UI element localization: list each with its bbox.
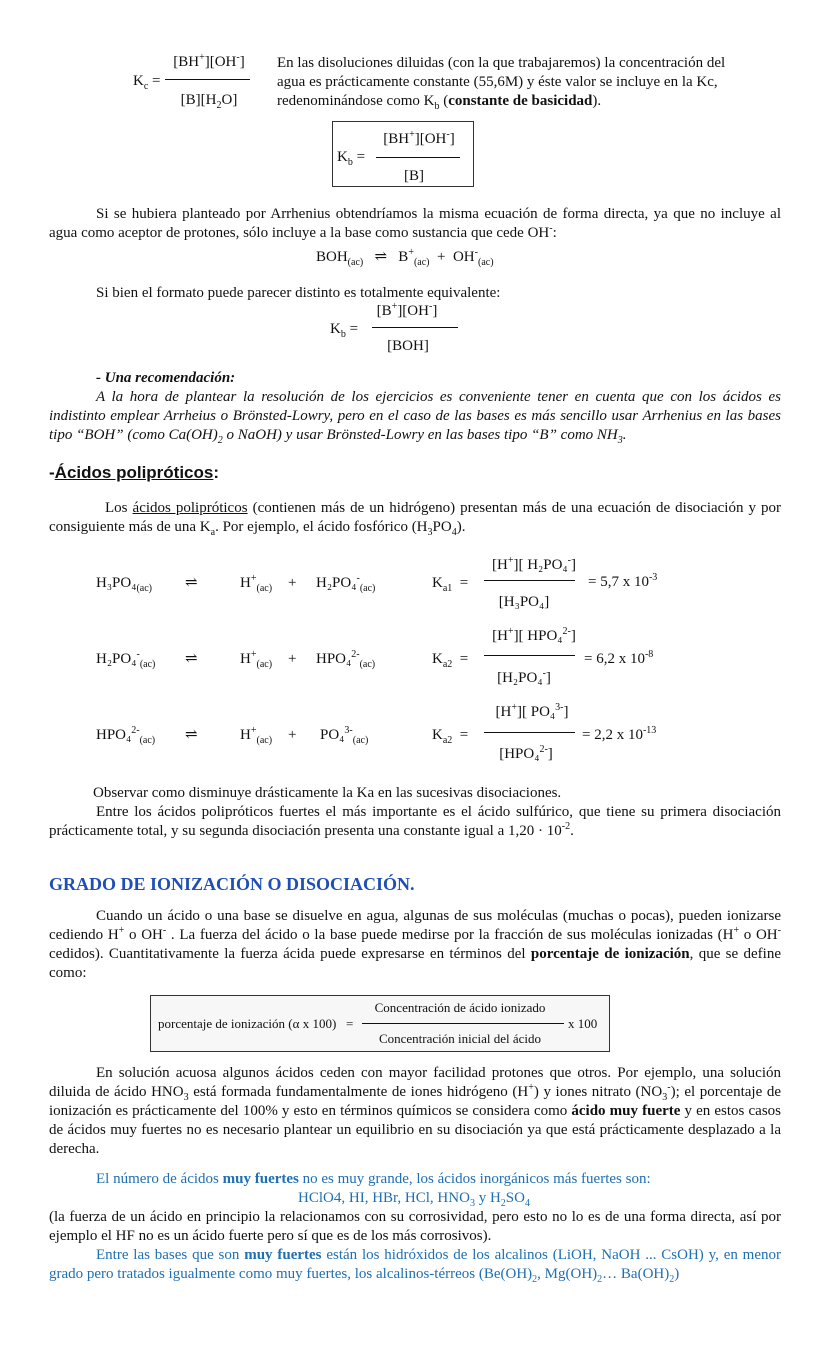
product: $H_2PO_4^-_{(ac)}$ bbox=[316, 573, 376, 594]
kc-label: $K_c$ = bbox=[133, 73, 161, 92]
k-fraction-bar bbox=[484, 580, 575, 581]
k-numerator: [H+][ PO₄$^{3-}$] bbox=[495, 702, 569, 720]
k-denominator: [HPO₄$^{2-}$] bbox=[499, 744, 553, 762]
product: HPO₄$^{2-}_{(ac)}$ bbox=[316, 649, 376, 670]
equilibrium-arrow-icon: ⇌ bbox=[185, 651, 198, 667]
corrosion-note: (la fuerza de un ácido en principio la relacionamos con su corrosividad, pero esto no lo es de una forma directa, así por ejemplo el HF no es un ácido fuerte pero sí que es de los más corrosivos). bbox=[49, 1209, 781, 1244]
kb-boh-numerator: [B+][OH-] bbox=[376, 301, 438, 319]
reactant: $H_2PO_4^-_{(ac)}$ bbox=[96, 649, 156, 670]
kb-numerator: [BH+][OH-] bbox=[383, 129, 455, 147]
reactant: HPO₄$^{2-}_{(ac)}$ bbox=[96, 725, 156, 746]
kb-fraction-bar bbox=[376, 157, 460, 158]
k-fraction-bar bbox=[484, 732, 575, 733]
k-denominator: [H₂PO₄-] bbox=[497, 668, 551, 686]
strong-bases-paragraph: Entre las bases que son muy fuertes están los hidróxidos de los alcalinos (LiOH, NaOH ... CsOH) y, en menor grado pero tratados igualmente como muy fuertes, los alcalinos-térreos ($Be(OH)_2$, $Mg(OH)_2\dots$ $Ba(OH)_2$) bbox=[49, 1247, 781, 1285]
proton: $H^+_{(ac)}$ bbox=[240, 573, 273, 594]
k-value: = 5,7 x $10^{-3}$ bbox=[588, 572, 658, 590]
polyprotic-intro: Los ácidos polipróticos (contienen más de un hidrógeno) presentan más de una ecuación de disociación y por consiguiente más de una $K_a$. Por ejemplo, el ácido fosfórico $(H_3PO_4)$. bbox=[49, 500, 782, 538]
plus-sign: + bbox=[288, 651, 297, 667]
k-value: = 6,2 x $10^{-8}$ bbox=[584, 649, 654, 667]
kc-numerator: [BH+][OH-] bbox=[173, 52, 245, 70]
k-label: $K_{a1}$ = bbox=[432, 575, 469, 594]
product: PO₄$^{3-}_{(ac)}$ bbox=[320, 725, 369, 746]
proton: $H^+_{(ac)}$ bbox=[240, 725, 273, 746]
strong-acid-paragraph: En solución acuosa algunos ácidos ceden con mayor facilidad protones que otros. Por ejemplo, una solución diluida de ácido $HNO_3$ está formada fundamentalmente de iones hidrógeno (H+) y iones nitrato $(NO_3^-)$; el porcentaje de ionización es prácticamente del 100% y esto en términos químicos se considera como ácido muy fuerte y en estos casos de ácidos muy fuertes no es necesario plantear un equilibrio en su disociación ya que está prácticamente desplazado a la derecha. bbox=[49, 1065, 781, 1157]
kc-fraction-bar bbox=[165, 79, 250, 80]
ionization-formula-label: porcentaje de ionización (α x 100) = bbox=[158, 1016, 354, 1031]
plus-sign: + bbox=[288, 727, 297, 743]
polyprotic-heading: -Ácidos polipróticos: bbox=[49, 463, 220, 482]
k-label: $K_{a2}$ = bbox=[432, 651, 469, 670]
sulfuric-paragraph: Entre los ácidos polipróticos fuertes el más importante es el ácido sulfúrico, que tiene su primera disociación prácticamente total, y su segunda disociación presenta una constante igual a $1,20 \cdot 10^{-2}$. bbox=[49, 804, 781, 839]
k-numerator: [H+][ HPO₄$^{2-}$] bbox=[492, 626, 576, 644]
ionization-formula-bar bbox=[362, 1023, 564, 1024]
ionization-paragraph: Cuando un ácido o una base se disuelve en agua, algunas de sus moléculas (muchas o pocas), pueden ionizarse cediendo H+ o OH- . La fuerza del ácido o la base puede medirse por la fracción de sus moléculas ionizadas (H+ o OH- cedidos). Cuantitativamente la fuerza ácida puede expresarse en términos del porcentaje de ionización, que se define como: bbox=[49, 908, 781, 981]
kc-explanation: En las disoluciones diluidas (con la que trabajaremos) la concentración del agua es prácticamente constante (55,6M) y éste valor se incluye en la Kc, redenominándose como $K_b$ (constante de basicidad). bbox=[277, 55, 726, 112]
ionization-heading: GRADO DE IONIZACIÓN O DISOCIACIÓN. bbox=[49, 874, 415, 894]
equilibrium-arrow-icon: ⇌ bbox=[185, 575, 198, 591]
k-label: $K_{a2}$ = bbox=[432, 727, 469, 746]
k-fraction-bar bbox=[484, 655, 575, 656]
arrhenius-paragraph: Si se hubiera planteado por Arrhenius obtendríamos la misma ecuación de forma directa, ya que no incluye al agua como aceptor de protones, sólo incluye a la base como sustancia que cede OH-: bbox=[49, 206, 781, 241]
k-denominator: [H₃PO₄] bbox=[498, 594, 550, 610]
observe-note: Observar como disminuye drásticamente la Ka en las sucesivas disociaciones. bbox=[93, 785, 562, 801]
kc-denominator: $[B][H_2O]$ bbox=[180, 92, 238, 111]
equilibrium-arrow-icon: ⇌ bbox=[374, 249, 388, 265]
reactant: $H_3PO_4_{(ac)}$ bbox=[96, 575, 153, 594]
ionization-formula-denominator: Concentración inicial del ácido bbox=[378, 1031, 542, 1046]
kb-boh-denominator: [BOH] bbox=[387, 338, 429, 354]
recommendation-text: A la hora de plantear la resolución de los ejercicios es conveniente tener en cuenta que con los ácidos es indistinto emplear Arrheius o Brönsted-Lowry, pero en el caso de las bases es más sencillo usar Arrhenius en las bases tipo “BOH” (como $Ca(OH)_2$ o NaOH) y usar Brönsted-Lowry en las bases tipo “B” como $NH_3$. bbox=[49, 389, 781, 446]
ionization-formula-times: x 100 bbox=[568, 1016, 598, 1031]
kb-label: $K_b$ = bbox=[337, 149, 366, 168]
proton: $H^+_{(ac)}$ bbox=[240, 649, 273, 670]
arrhenius-equation: $BOH_{(ac)}$ ⇌ $B^+_{(ac)} + OH^-_{(ac)}$ bbox=[316, 247, 494, 268]
strong-acids-intro: El número de ácidos muy fuertes no es muy grande, los ácidos inorgánicos más fuertes son: bbox=[96, 1171, 651, 1187]
equilibrium-arrow-icon: ⇌ bbox=[185, 727, 198, 743]
plus-sign: + bbox=[288, 575, 297, 591]
kb-boh-label: $K_b$ = bbox=[330, 321, 359, 340]
format-note: Si bien el formato puede parecer distinto es totalmente equivalente: bbox=[96, 285, 501, 301]
ionization-formula-numerator: Concentración de ácido ionizado bbox=[374, 1000, 546, 1015]
k-numerator: [H+][ H₂PO₄-] bbox=[491, 555, 577, 573]
kb-denominator: [B] bbox=[404, 168, 424, 184]
strong-acids-list: HClO4, HI, HBr, HCl, $HNO_3$ y $H_2SO_4$ bbox=[298, 1190, 530, 1209]
k-value: = 2,2 x $10^{-13}$ bbox=[582, 725, 657, 743]
kb-boh-fraction-bar bbox=[372, 327, 458, 328]
recommendation-title: - Una recomendación: bbox=[96, 370, 236, 386]
